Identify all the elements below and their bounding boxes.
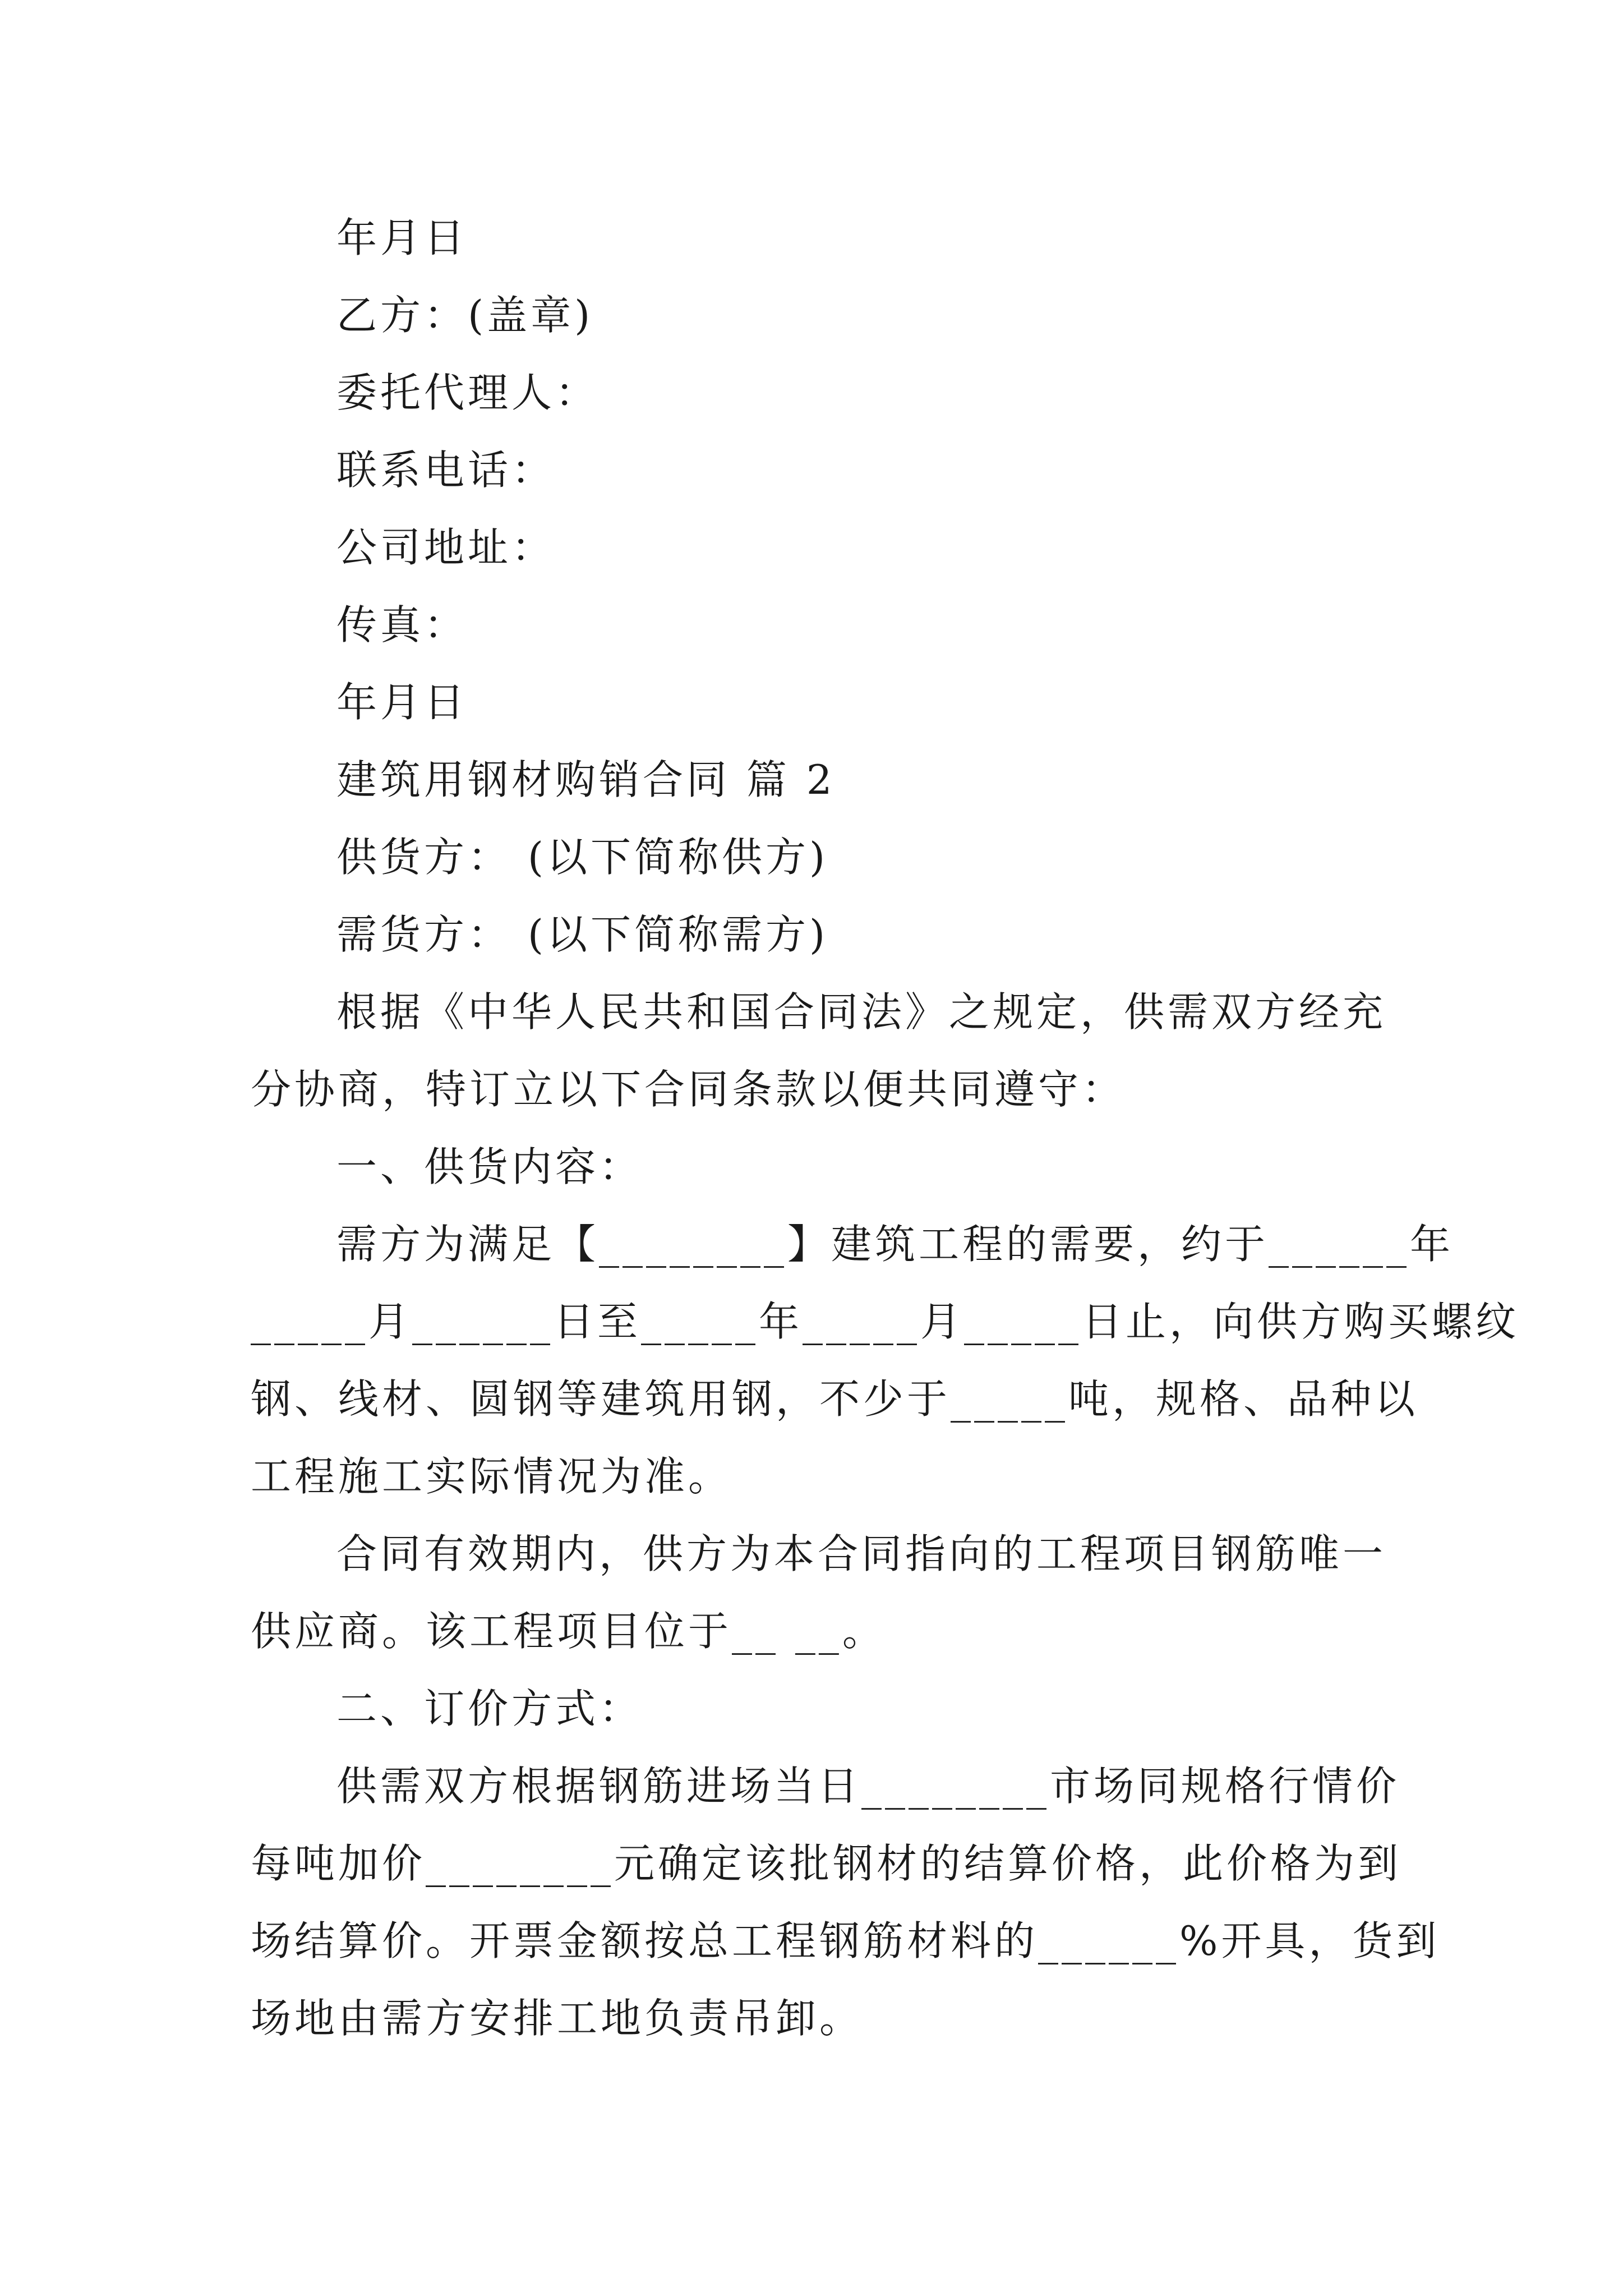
- paragraph-line: 需方为满足【________】建筑工程的需要，约于______年: [336, 1221, 1454, 1268]
- paragraph-line: 每吨加价________元确定该批钢材的结算价格，此价格为到: [251, 1840, 1402, 1887]
- contact-phone: 联系电话：: [336, 447, 556, 494]
- section-heading: 二、订价方式：: [336, 1685, 643, 1732]
- paragraph-line: 场地由需方安排工地负责吊卸。: [251, 1995, 864, 2042]
- date-line: 年月日: [336, 214, 468, 261]
- paragraph-line: 钢、线材、圆钢等建筑用钢，不少于_____吨，规格、品种以: [251, 1375, 1419, 1423]
- section-heading: 一、供货内容：: [336, 1143, 643, 1190]
- date-line: 年月日: [336, 679, 468, 726]
- contract-title: 建筑用钢材购销合同 篇 2: [336, 756, 836, 803]
- party-b-seal: 乙方：(盖章): [336, 292, 594, 339]
- document-body: [251, 199, 1520, 2057]
- paragraph-line: 工程施工实际情况为准。: [251, 1453, 732, 1500]
- paragraph-line: 分协商，特订立以下合同条款以便共同遵守：: [251, 1066, 1126, 1113]
- fax: 传真：: [336, 601, 468, 648]
- paragraph-line: 供应商。该工程项目位于__ __。: [251, 1608, 886, 1655]
- paragraph-line: 根据《中华人民共和国合同法》之规定，供需双方经充: [336, 988, 1387, 1036]
- paragraph-line: 场结算价。开票金额按总工程钢筋材料的______%开具，货到: [251, 1917, 1440, 1964]
- paragraph-line: 合同有效期内，供方为本合同指向的工程项目钢筋唯一: [336, 1530, 1387, 1577]
- buyer-line: 需货方： (以下简称需方): [336, 911, 829, 958]
- authorized-agent: 委托代理人：: [336, 369, 600, 416]
- company-address: 公司地址：: [336, 524, 556, 571]
- paragraph-line: 供需双方根据钢筋进场当日________市场同规格行情价: [336, 1763, 1400, 1810]
- supplier-line: 供货方： (以下简称供方): [336, 834, 829, 881]
- paragraph-line: _____月______日至_____年_____月_____日止，向供方购买螺纹: [251, 1298, 1520, 1345]
